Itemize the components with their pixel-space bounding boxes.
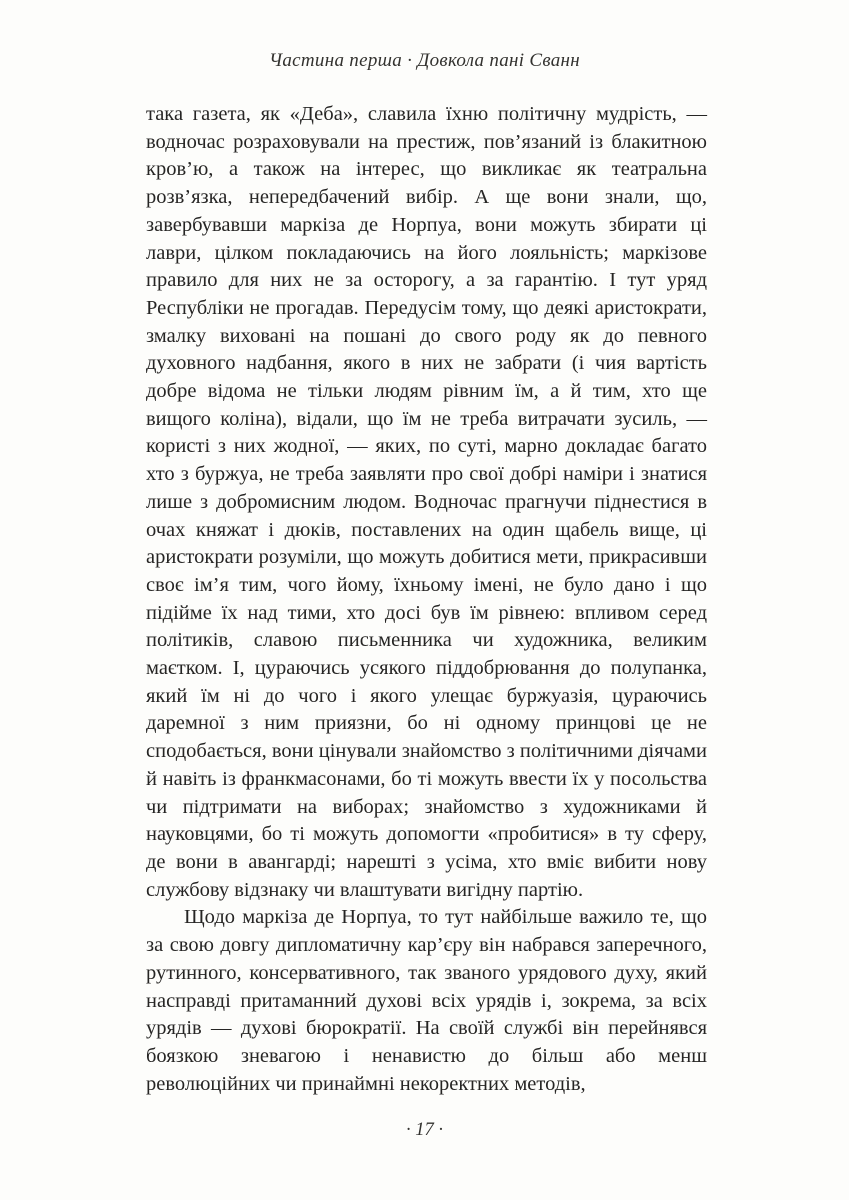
running-header: Частина перша · Довкола пані Сванн — [268, 50, 581, 71]
page-number: · 17 · — [406, 1120, 443, 1140]
paragraph: така газета, як «Деба», славила їхню політичну мудрість, — водночас розраховували на престиж, пов’язаний із блакитною кров’ю, а також на інтерес, що викликає як театральна розв’язка, непередбачений вибір. А ще вони знали, що, завербувавши маркіза де Норпуа, вони можуть збирати ці лаври, цілком покладаючись на його лояльність; маркізове правило для них не за осторогу, а за гарантію. І тут уряд Республіки не прогадав. Передусім тому, що деякі аристократи, змалку виховані на пошані до свого роду як до певного духовного надбання, якого в них не забрати (і чия вартість добре відома не тільки людям рівним їм, а й тим, хто ще вищого коліна), відали, що їм не треба витрачати зусиль, — користі з них жодної, — яких, по суті, марно докладає багато хто з буржуа, не треба заявляти про свої добрі наміри і знатися лише з добромисним людом. Водночас прагнучи піднестися в очах княжат і дюків, поставлених на один щабель вище, ці аристократи розуміли, що можуть добитися мети, прикрасивши своє ім’я тим, чого йому, їхньому імені, не було дано і що підійме їх над тими, хто досі був їм рівнею: впливом серед політиків, славою письменника чи художника, великим маєтком. І, цураючись усякого піддобрювання до полупанка, який їм ні до чого і якого улещає буржуазія, цураючись даремної з ним приязни, бо ні одному принцові це не сподобається, вони цінували знайомство з політичними діячами й навіть із франкмасонами, бо ті можуть ввести їх у посольства чи підтримати на виборах; знайомство з художниками й науковцями, бо ті можуть допомогти «пробитися» в ту сферу, де вони в авангарді; нарешті з усіма, хто вміє вибити нову службову відзнаку чи влаштувати вигідну партію. — [146, 103, 707, 901]
text-block — [146, 101, 707, 1098]
paragraph: Щодо маркіза де Норпуа, то тут найбільше важило те, що за свою довгу дипломатичну кар’єру він набрався заперечного, рутинного, консервативного, так званого урядового духу, який насправді притаманний духові всіх урядів і, зокрема, за всіх урядів — духові бюрократії. На своїй службі він перейнявся боязкою зневагою і ненавистю до більш або менш революційних чи принаймні некоректних методів, — [146, 906, 707, 1095]
